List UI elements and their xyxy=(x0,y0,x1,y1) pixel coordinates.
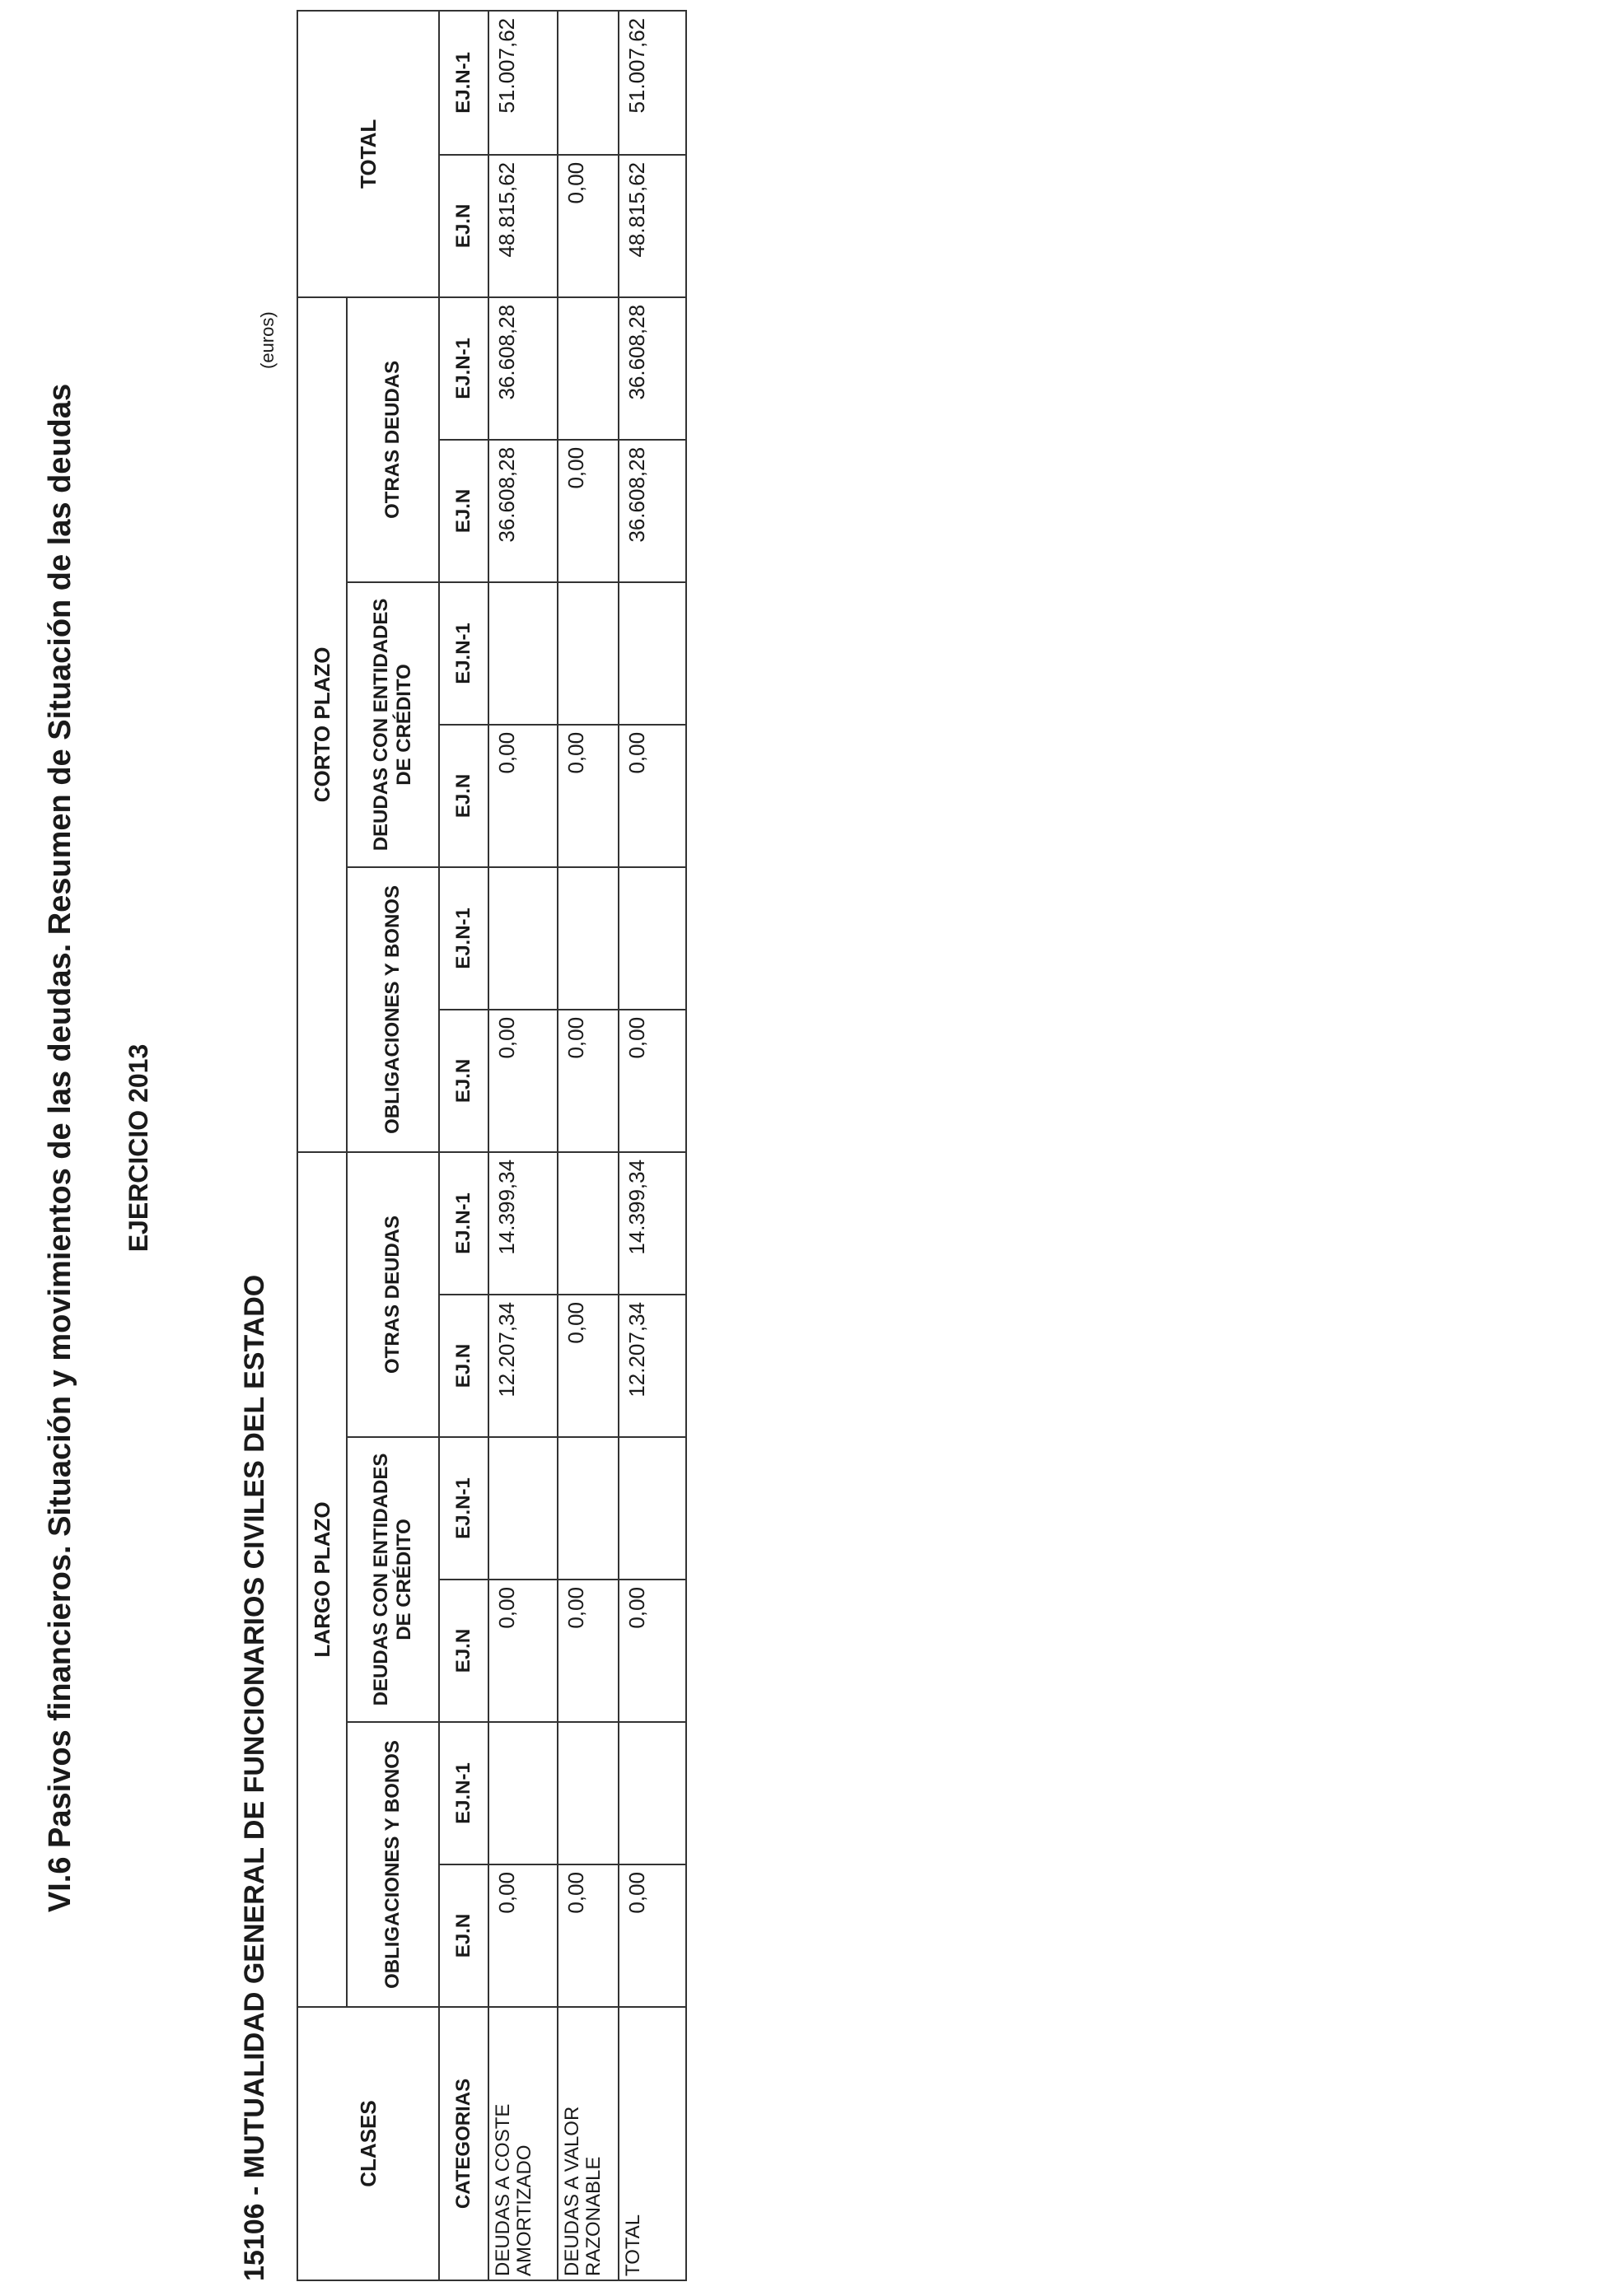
table-cell: 0,00 xyxy=(619,1010,686,1152)
table-cell: 36.608,28 xyxy=(619,440,686,582)
table-row xyxy=(488,11,558,2280)
cp-deudas-credito-line2: DE CRÉDITO xyxy=(393,664,415,786)
col-header: EJ.N xyxy=(439,440,488,582)
fiscal-year: EJERCICIO 2013 xyxy=(124,1043,153,1253)
row-label-line1: TOTAL xyxy=(622,2214,644,2276)
table-cell: 48.815,62 xyxy=(488,155,558,297)
table-cell: 0,00 xyxy=(558,1580,619,1722)
debt-summary-table xyxy=(297,10,687,2281)
table-cell: 51.007,62 xyxy=(619,11,686,155)
table-cell xyxy=(488,1722,558,1864)
lp-deudas-credito-header xyxy=(347,1437,439,1722)
cp-otras-header: OTRAS DEUDAS xyxy=(347,297,439,582)
table-cell: 12.207,34 xyxy=(488,1295,558,1437)
col-header: EJ.N xyxy=(439,1295,488,1437)
col-header: EJ.N xyxy=(439,155,488,297)
table-cell xyxy=(619,867,686,1010)
col-header: EJ.N-1 xyxy=(439,582,488,725)
total-group-header: TOTAL xyxy=(297,11,439,297)
table-cell xyxy=(488,867,558,1010)
table-cell xyxy=(558,11,619,155)
table-cell xyxy=(558,1152,619,1295)
col-header: EJ.N xyxy=(439,725,488,867)
col-header: EJ.N-1 xyxy=(439,1437,488,1580)
table-cell xyxy=(558,1437,619,1580)
row-label-line1: DEUDAS A VALOR xyxy=(561,2106,583,2276)
table-cell xyxy=(619,1437,686,1580)
table-cell: 14.399,34 xyxy=(488,1152,558,1295)
table-cell: 14.399,34 xyxy=(619,1152,686,1295)
table-cell: 0,00 xyxy=(558,440,619,582)
table-cell: 0,00 xyxy=(488,725,558,867)
col-header: EJ.N-1 xyxy=(439,867,488,1010)
col-header: EJ.N-1 xyxy=(439,1152,488,1295)
table-row xyxy=(619,11,686,2280)
row-label-line2: AMORTIZADO xyxy=(513,2144,535,2276)
table-cell: 0,00 xyxy=(558,1010,619,1152)
table-cell: 0,00 xyxy=(619,1580,686,1722)
row-label-line1: DEUDAS A COSTE xyxy=(492,2103,514,2276)
table-cell xyxy=(558,582,619,725)
lp-deudas-credito-line1: DEUDAS CON ENTIDADES xyxy=(370,1453,392,1706)
table-cell: 0,00 xyxy=(558,155,619,297)
table-cell: 36.608,28 xyxy=(488,297,558,440)
table-cell xyxy=(558,867,619,1010)
lp-obligaciones-header: OBLIGACIONES Y BONOS xyxy=(347,1722,439,2007)
table-row xyxy=(558,11,619,2280)
table-cell: 0,00 xyxy=(619,1864,686,2007)
col-header: EJ.N-1 xyxy=(439,297,488,440)
row-label-line2: RAZONABLE xyxy=(582,2156,605,2276)
col-header: EJ.N xyxy=(439,1580,488,1722)
cp-obligaciones-header: OBLIGACIONES Y BONOS xyxy=(347,867,439,1152)
table-cell xyxy=(558,1722,619,1864)
table-cell: 12.207,34 xyxy=(619,1295,686,1437)
table-cell xyxy=(558,297,619,440)
table-cell xyxy=(619,582,686,725)
largo-plazo-header: LARGO PLAZO xyxy=(297,1152,347,2007)
lp-otras-header: OTRAS DEUDAS xyxy=(347,1152,439,1437)
col-header: EJ.N xyxy=(439,1864,488,2007)
entity-name: 15106 - MUTUALIDAD GENERAL DE FUNCIONARIOS CIVILES DEL ESTADO xyxy=(239,1274,270,2281)
clases-header: CLASES xyxy=(297,2007,439,2280)
table-cell xyxy=(488,582,558,725)
col-header: EJ.N xyxy=(439,1010,488,1152)
lp-deudas-credito-line2: DE CRÉDITO xyxy=(393,1519,415,1640)
table-cell: 0,00 xyxy=(558,1295,619,1437)
row-label xyxy=(488,2007,558,2280)
table-cell: 0,00 xyxy=(558,725,619,867)
table-cell: 51.007,62 xyxy=(488,11,558,155)
col-header: EJ.N-1 xyxy=(439,1722,488,1864)
table-cell xyxy=(488,1437,558,1580)
row-label xyxy=(558,2007,619,2280)
corto-plazo-header: CORTO PLAZO xyxy=(297,297,347,1152)
categorias-header: CATEGORIAS xyxy=(439,2007,488,2280)
table-cell: 48.815,62 xyxy=(619,155,686,297)
units-label: (euros) xyxy=(257,311,278,369)
table-cell: 0,00 xyxy=(488,1864,558,2007)
cp-deudas-credito-header xyxy=(347,582,439,867)
col-header: EJ.N-1 xyxy=(439,11,488,155)
table-cell xyxy=(619,1722,686,1864)
row-label xyxy=(619,2007,686,2280)
cp-deudas-credito-line1: DEUDAS CON ENTIDADES xyxy=(370,598,392,852)
report-title: VI.6 Pasivos financieros. Situación y movimientos de las deudas. Resumen de Situación de las deudas xyxy=(43,383,77,1913)
table-cell: 0,00 xyxy=(488,1010,558,1152)
table-cell: 0,00 xyxy=(488,1580,558,1722)
table-cell: 0,00 xyxy=(619,725,686,867)
table-cell: 36.608,28 xyxy=(488,440,558,582)
table-cell: 0,00 xyxy=(558,1864,619,2007)
table-cell: 36.608,28 xyxy=(619,297,686,440)
